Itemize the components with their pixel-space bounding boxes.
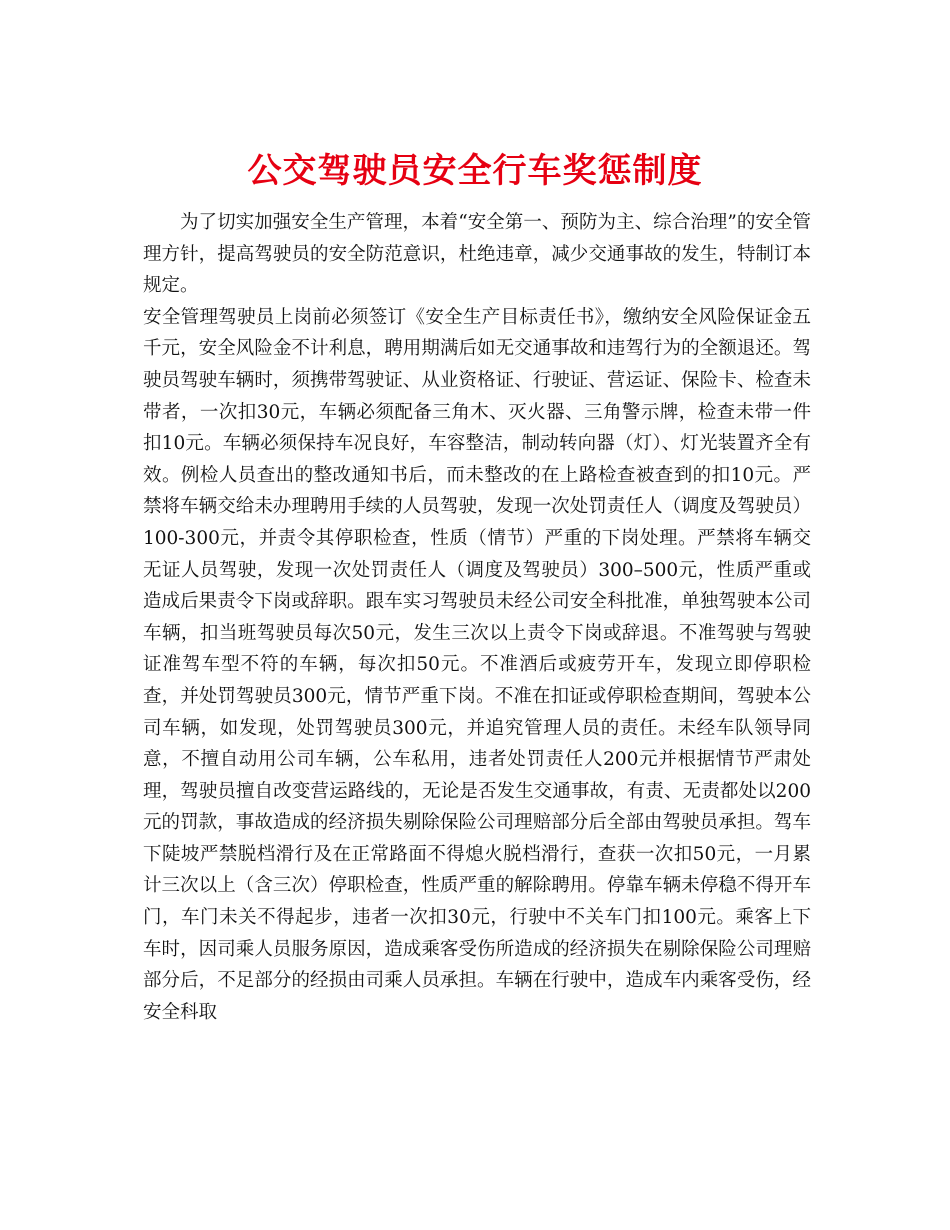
document-body [143, 207, 811, 1028]
intro-paragraph: 为了切实加强安全生产管理，本着“安全第一、预防为主、综合治理”的安全管理方针，提高驾驶员的安全防范意识，杜绝违章，减少交通事故的发生，特制订本规定。 [143, 212, 811, 297]
rules-paragraph: 安全管理驾驶员上岗前必须签订《安全生产目标责任书》，缴纳安全风险保证金五千元，安全风险金不计利息，聘用期满后如无交通事故和违驾行为的全额退还。驾驶员驾驶车辆时，须携带驾驶证、从业资格证、行驶证、营运证、保险卡、检查未带者，一次扣30元，车辆必须配备三角木、灭火器、三角警示牌，检查未带一件扣10元。车辆必须保持车况良好，车容整洁，制动转向器（灯）、灯光装置齐全有效。例检人员查出的整改通知书后，而未整改的在上路检查被查到的扣10元。严禁将车辆交给未办理聘用手续的人员驾驶，发现一次处罚责任人（调度及驾驶员）100-300元，并责令其停职检查，性质（情节）严重的下岗处理。严禁将车辆交无证人员驾驶，发现一次处罚责任人（调度及驾驶员）300–500元，性质严重或造成后果责令下岗或辞职。跟车实习驾驶员未经公司安全科批准，单独驾驶本公司车辆，扣当班驾驶员每次50元，发生三次以上责令下岗或辞退。不准驾驶与驾驶证准驾车型不符的车辆，每次扣50元。不准酒后或疲劳开车，发现立即停职检查，并处罚驾驶员300元，情节严重下岗。不准在扣证或停职检查期间，驾驶本公司车辆，如发现，处罚驾驶员300元，并追究管理人员的责任。未经车队领导同意，不擅自动用公司车辆，公车私用，违者处罚责任人200元并根据情节严肃处理，驾驶员擅自改变营运路线的，无论是否发生交通事故，有责、无责都处以200元的罚款，事故造成的经济损失剔除保险公司理赔部分后全部由驾驶员承担。驾车下陡坡严禁脱档滑行及在正常路面不得熄火脱档滑行，查获一次扣50元，一月累计三次以上（含三次）停职检查，性质严重的解除聘用。停靠车辆未停稳不得开车门，车门未关不得起步，违者一次扣30元，行驶中不关车门扣100元。乘客上下车时，因司乘人员服务原因，造成乘客受伤所造成的经济损失在剔除保险公司理赔部分后，不足部分的经损由司乘人员承担。车辆在行驶中，造成车内乘客受伤，经安全科取 [143, 306, 811, 1023]
page-title: 公交驾驶员安全行车奖惩制度 [247, 150, 703, 191]
